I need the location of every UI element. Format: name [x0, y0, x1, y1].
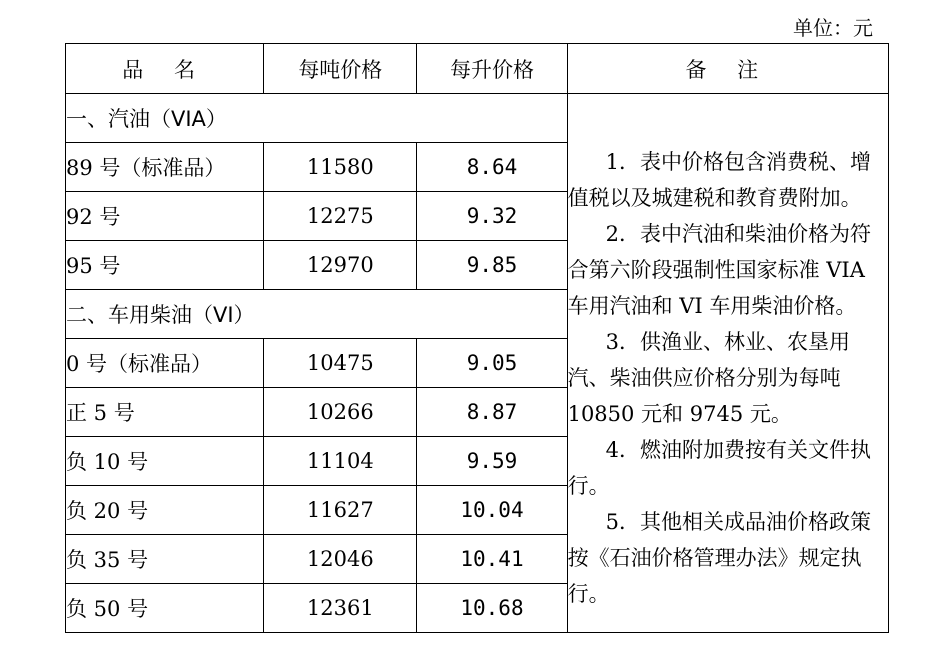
header-remarks: 备 注	[567, 44, 888, 94]
header-per-ton: 每吨价格	[264, 44, 417, 94]
remark-3: 3．供渔业、林业、农垦用汽、柴油供应价格分别为每吨 10850 元和 9745 元。	[567, 330, 850, 426]
price-per-liter: 9.32	[417, 192, 567, 241]
fuel-price-table	[65, 43, 889, 633]
category-diesel: 二、车用柴油（VI）	[66, 290, 568, 339]
price-per-ton: 11627	[264, 486, 417, 535]
category-gasoline: 一、汽油（VIA）	[66, 94, 568, 143]
price-per-ton: 12046	[264, 535, 417, 584]
header-name: 品 名	[66, 44, 264, 94]
price-per-ton: 11104	[264, 437, 417, 486]
product-name: 负 20 号	[66, 486, 264, 535]
price-per-liter: 9.05	[417, 339, 567, 388]
remark-2: 2．表中汽油和柴油价格为符合第六阶段强制性国家标准 VIA 车用汽油和 VI 车用柴油价格。	[567, 222, 871, 318]
price-per-liter: 9.59	[417, 437, 567, 486]
table-header-row	[66, 44, 889, 94]
category-row-gasoline	[66, 94, 889, 143]
price-per-ton: 12970	[264, 241, 417, 290]
unit-label: 单位：元	[793, 16, 873, 40]
product-name: 89 号（标准品）	[66, 143, 264, 192]
remarks-cell	[567, 94, 888, 633]
header-per-liter: 每升价格	[417, 44, 567, 94]
price-per-ton: 10475	[264, 339, 417, 388]
price-per-ton: 12361	[264, 584, 417, 633]
remark-5: 5．其他相关成品油价格政策按《石油价格管理办法》规定执行。	[567, 510, 871, 606]
price-per-liter: 10.68	[417, 584, 567, 633]
product-name: 95 号	[66, 241, 264, 290]
price-per-liter: 9.85	[417, 241, 567, 290]
product-name: 负 50 号	[66, 584, 264, 633]
price-per-liter: 10.41	[417, 535, 567, 584]
product-name: 0 号（标准品）	[66, 339, 264, 388]
product-name: 负 35 号	[66, 535, 264, 584]
remark-1: 1．表中价格包含消费税、增值税以及城建税和教育费附加。	[567, 150, 871, 210]
product-name: 正 5 号	[66, 388, 264, 437]
price-per-liter: 10.04	[417, 486, 567, 535]
product-name: 92 号	[66, 192, 264, 241]
product-name: 负 10 号	[66, 437, 264, 486]
price-per-ton: 12275	[264, 192, 417, 241]
price-per-liter: 8.64	[417, 143, 567, 192]
price-per-liter: 8.87	[417, 388, 567, 437]
remark-4: 4．燃油附加费按有关文件执行。	[567, 438, 871, 498]
price-per-ton: 11580	[264, 143, 417, 192]
price-per-ton: 10266	[264, 388, 417, 437]
